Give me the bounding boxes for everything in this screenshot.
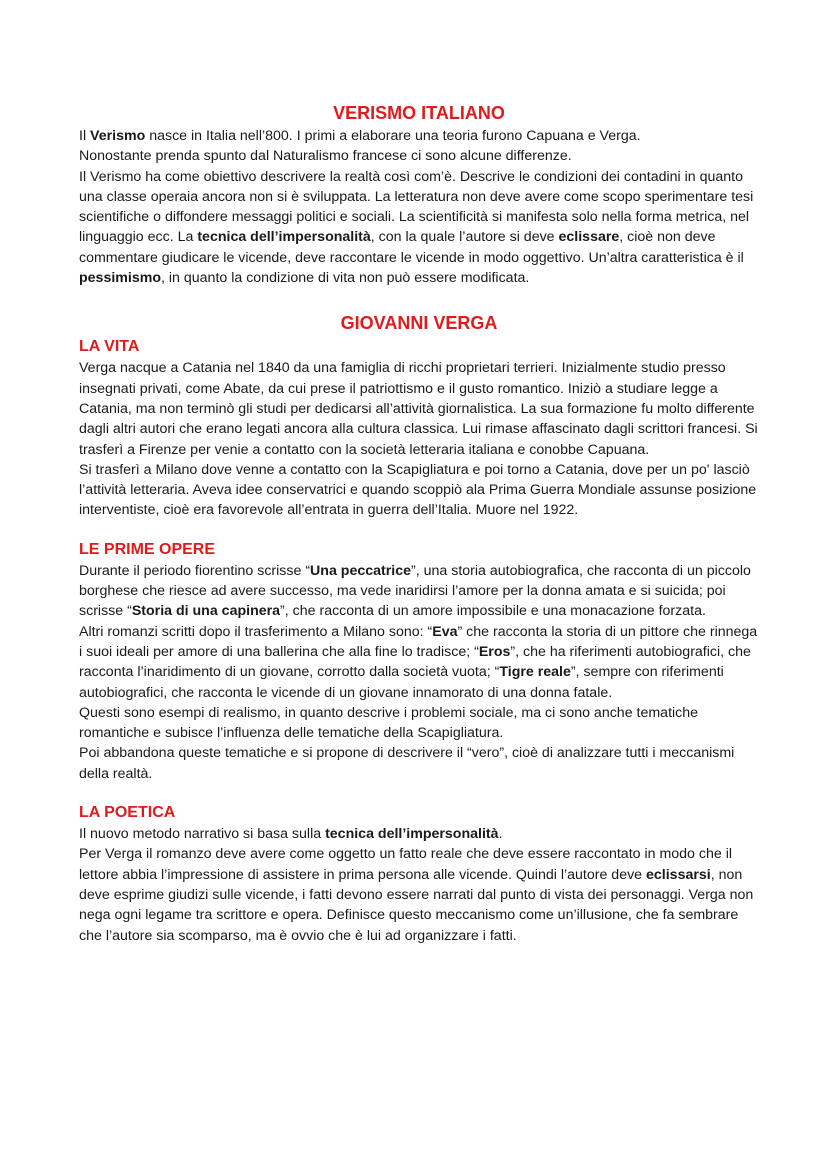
bold-term: tecnica dell’impersonalità bbox=[197, 229, 371, 246]
bold-term: Eros bbox=[478, 643, 511, 660]
section-vita: LA VITA bbox=[79, 338, 140, 356]
title-verga: GIOVANNI VERGA bbox=[340, 313, 498, 334]
bold-term: tecnica dell’impersonalità bbox=[325, 826, 499, 843]
opere-paragraph: Questi sono esempi di realismo, in quanto descrive i problemi sociale, ma ci sono anche tematiche romantiche e subisce l’influenza delle tematiche della Scapigliatura. bbox=[79, 704, 699, 742]
poetica-paragraph: Per Verga il romanzo deve avere come oggetto un fatto reale che deve essere raccontato in modo che il lettore abbia l’impressione di assistere in prima persona alle vicende. Quindi l’autore deve eclissarsi, non deve esprime giudizi sulle vicende, i fatti devono essere narrati dal punto di vista dei personaggi. Verga non nega ogni legame tra scrittore e opera. Definisce questo meccanismo come un’illusione, che fa sembrare che l’autore sia scomparso, ma è ovvio che è lui ad organizzare i fatti. bbox=[79, 846, 754, 944]
vita-body bbox=[79, 358, 759, 520]
verismo-paragraph: Nonostante prenda spunto dal Naturalismo francese ci sono alcune differenze. bbox=[79, 148, 572, 165]
bold-term: Storia di una capinera bbox=[131, 603, 281, 620]
verismo-body bbox=[79, 126, 759, 288]
bold-term: eclissare bbox=[558, 229, 620, 246]
verismo-paragraph: Il Verismo nasce in Italia nell’800. I primi a elaborare una teoria furono Capuana e Verga. bbox=[79, 128, 641, 144]
opere-paragraph: Durante il periodo fiorentino scrisse “Una peccatrice”, una storia autobiografica, che racconta di un piccolo borghese che riesce ad avere successo, ma vede inaridirsi l’amore per la donna amata e si suicida; poi scrisse “Storia di una capinera”, che racconta di un amore impossibile e una monacazione forzata. bbox=[79, 562, 751, 620]
document-page bbox=[79, 100, 759, 946]
title-verismo: VERISMO ITALIANO bbox=[333, 103, 505, 123]
bold-term: Eva bbox=[432, 623, 458, 640]
poetica-paragraph: Il nuovo metodo narrativo si basa sulla tecnica dell’impersonalità. bbox=[79, 826, 503, 843]
opere-paragraph: Altri romanzi scritti dopo il trasferimento a Milano sono: “Eva” che racconta la storia di un pittore che rinnega i suoi ideali per amore di una ballerina che alla fine lo tradisce; “Eros”, che ha riferimenti autobiografici, che racconta l’inaridimento di un giovane, corrotto dalla società vuota; “Tigre reale”, sempre con riferimenti autobiografici, che racconta le vicende di un giovane innamorato di una donna fatale. bbox=[79, 623, 758, 701]
section-poetica: LA POETICA bbox=[79, 804, 176, 822]
opere-paragraph: Poi abbandona queste tematiche e si propone di descrivere il “vero”, cioè di analizzare tutti i meccanismi della realtà. bbox=[79, 745, 735, 782]
vita-paragraph: Verga nacque a Catania nel 1840 da una famiglia di ricchi proprietari terrieri. Inizialmente studio presso insegnati privati, come Abate, da cui prese il patriottismo e il gusto romantico. Iniziò a studiare legge a Catania, ma non terminò gli studi per dedicarsi all’attività giornalistica. La sua formazione fu molto differente dagli altri autori che erano legati ancora alla cultura classica. Lui rimase affascinato dagli scrittori francesi. Si trasferì a Firenze per venie a contatto con la società letteraria italiana e conobbe Capuana. bbox=[79, 360, 758, 458]
verismo-paragraph: Il Verismo ha come obiettivo descrivere la realtà così com’è. Descrive le condizioni dei contadini in quanto una classe operaia ancora non si è sviluppata. La letteratura non deve avere come scopo sperimentare tesi scientifiche o diffondere messaggi politici e sociali. La scientificità si manifesta solo nella forma metrica, nel linguaggio ecc. La tecnica dell’impersonalità, con la quale l’autore si deve eclissare, cioè non deve commentare giudicare le vicende, deve raccontare le vicende in modo oggettivo. Un’altra caratteristica è il pessimismo, in quanto la condizione di vita non può essere modificata. bbox=[79, 168, 754, 287]
bold-term: eclissarsi bbox=[646, 866, 711, 883]
poetica-body bbox=[79, 824, 759, 946]
section-prime-opere: LE PRIME OPERE bbox=[79, 540, 216, 558]
opere-body bbox=[79, 561, 759, 784]
bold-term: pessimismo bbox=[79, 270, 162, 287]
bold-term: Una peccatrice bbox=[310, 562, 411, 579]
bold-term: Tigre reale bbox=[499, 664, 571, 681]
vita-paragraph: Si trasferì a Milano dove venne a contatto con la Scapigliatura e poi torno a Catania, dove per un po' lasciò l’attività letteraria. Aveva idee conservatrici e quando scoppiò ala Prima Guerra Mondiale assunse posizione interventiste, cioè era favorevole all’entrata in guerra dell’Italia. Muore nel 1922. bbox=[79, 461, 757, 519]
bold-term: Verismo bbox=[90, 128, 146, 144]
